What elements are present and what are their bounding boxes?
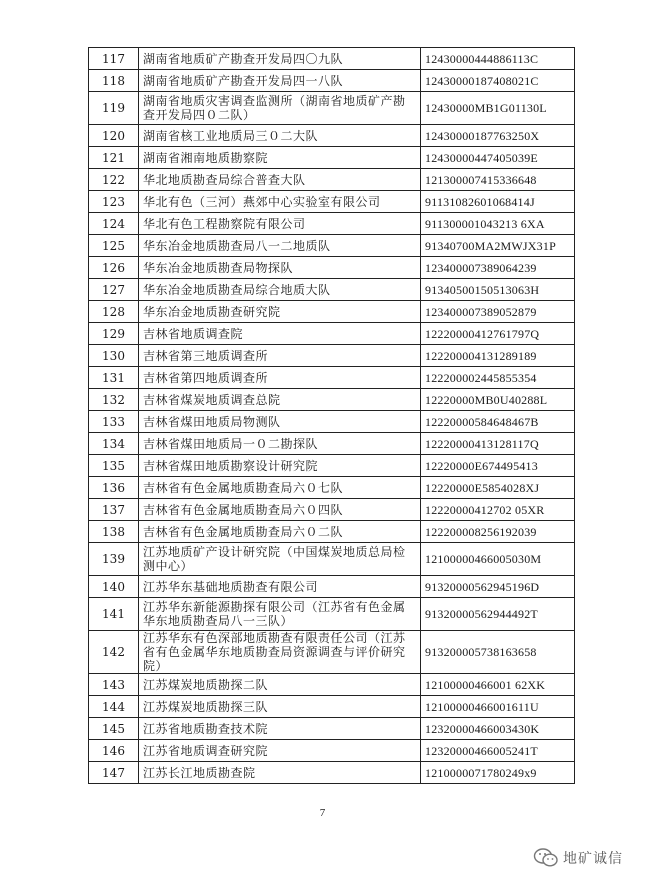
unit-name: 吉林省地质调查院 (139, 323, 421, 345)
table-row (89, 191, 575, 213)
credit-code: 91131082601068414J (421, 191, 575, 213)
credit-code: 12430000187408021C (421, 70, 575, 92)
table-row (89, 147, 575, 169)
unit-name: 湖南省地质灾害调查监测所（湖南省地质矿产勘查开发局四０二队） (139, 92, 421, 125)
row-number: 143 (89, 674, 139, 696)
row-number: 124 (89, 213, 139, 235)
table-row (89, 48, 575, 70)
unit-name: 吉林省有色金属地质勘查局六０七队 (139, 477, 421, 499)
table-row (89, 301, 575, 323)
unit-name: 江苏华东有色深部地质勘查有限责任公司（江苏省有色金属华东地质勘查局资源调查与评价研究院） (139, 631, 421, 674)
watermark (533, 847, 623, 869)
unit-name: 吉林省第三地质调查所 (139, 345, 421, 367)
table-row (89, 279, 575, 301)
unit-name: 湖南省湘南地质勘察院 (139, 147, 421, 169)
table-row (89, 455, 575, 477)
credit-code: 91340700MA2MWJX31P (421, 235, 575, 257)
credit-code: 12430000444886113C (421, 48, 575, 70)
credit-code: 12220000E5854028XJ (421, 477, 575, 499)
table-row (89, 718, 575, 740)
table-row (89, 740, 575, 762)
row-number: 140 (89, 576, 139, 598)
table-row (89, 576, 575, 598)
credit-code: 12220000E674495413 (421, 455, 575, 477)
table-row (89, 367, 575, 389)
unit-name: 吉林省煤田地质局物测队 (139, 411, 421, 433)
table-row (89, 257, 575, 279)
row-number: 139 (89, 543, 139, 576)
row-number: 135 (89, 455, 139, 477)
row-number: 128 (89, 301, 139, 323)
unit-name: 湖南省地质矿产勘查开发局四一八队 (139, 70, 421, 92)
credit-code: 91320000562944492T (421, 598, 575, 631)
credit-code: 122200008256192039 (421, 521, 575, 543)
credit-code: 12320000466005241T (421, 740, 575, 762)
unit-name: 江苏煤炭地质勘探二队 (139, 674, 421, 696)
credit-code: 91320000562945196D (421, 576, 575, 598)
row-number: 146 (89, 740, 139, 762)
credit-code: 913200005738163658 (421, 631, 575, 674)
unit-name: 吉林省煤田地质局一０二勘探队 (139, 433, 421, 455)
table-row (89, 631, 575, 674)
credit-code: 123400007389064239 (421, 257, 575, 279)
unit-name: 江苏煤炭地质勘探三队 (139, 696, 421, 718)
row-number: 120 (89, 125, 139, 147)
credit-code: 121300007415336648 (421, 169, 575, 191)
unit-name: 吉林省第四地质调查所 (139, 367, 421, 389)
unit-name: 江苏地质矿产设计研究院（中国煤炭地质总局检测中心） (139, 543, 421, 576)
row-number: 137 (89, 499, 139, 521)
row-number: 131 (89, 367, 139, 389)
table-row (89, 433, 575, 455)
table-row (89, 323, 575, 345)
credit-code: 12430000447405039E (421, 147, 575, 169)
unit-name: 华北地质勘查局综合普查大队 (139, 169, 421, 191)
table-row (89, 411, 575, 433)
credit-code: 12220000584648467B (421, 411, 575, 433)
table-row (89, 70, 575, 92)
credit-code: 123400007389052879 (421, 301, 575, 323)
row-number: 134 (89, 433, 139, 455)
unit-name: 江苏华东基础地质勘查有限公司 (139, 576, 421, 598)
table-row (89, 235, 575, 257)
unit-name: 华东冶金地质勘查局综合地质大队 (139, 279, 421, 301)
credit-code: 12220000413128117Q (421, 433, 575, 455)
credit-code: 911300001043213 6XA (421, 213, 575, 235)
unit-name: 江苏省地质调查研究院 (139, 740, 421, 762)
table-row (89, 543, 575, 576)
row-number: 130 (89, 345, 139, 367)
unit-name: 湖南省核工业地质局三０二大队 (139, 125, 421, 147)
credit-code: 12430000187763250X (421, 125, 575, 147)
row-number: 136 (89, 477, 139, 499)
row-number: 125 (89, 235, 139, 257)
table-row (89, 92, 575, 125)
table-row (89, 696, 575, 718)
row-number: 142 (89, 631, 139, 674)
row-number: 117 (89, 48, 139, 70)
credit-code: 91340500150513063H (421, 279, 575, 301)
credit-code: 122200002445855354 (421, 367, 575, 389)
watermark-text: 地矿诚信 (563, 851, 623, 867)
unit-name: 湖南省地质矿产勘查开发局四〇九队 (139, 48, 421, 70)
table-row (89, 499, 575, 521)
row-number: 147 (89, 762, 139, 784)
page-number: 7 (319, 807, 326, 819)
table-row (89, 169, 575, 191)
unit-name: 江苏省地质勘查技术院 (139, 718, 421, 740)
wechat-icon (533, 847, 559, 869)
table-row (89, 125, 575, 147)
unit-name: 华东冶金地质勘查局物探队 (139, 257, 421, 279)
row-number: 121 (89, 147, 139, 169)
table-row (89, 521, 575, 543)
credit-code: 12220000MB0U40288L (421, 389, 575, 411)
row-number: 129 (89, 323, 139, 345)
credit-code: 12320000466003430K (421, 718, 575, 740)
credit-code: 12100000466001611U (421, 696, 575, 718)
unit-name: 江苏华东新能源勘探有限公司（江苏省有色金属华东地质勘查局八一三队） (139, 598, 421, 631)
row-number: 145 (89, 718, 139, 740)
credit-code: 12220000412761797Q (421, 323, 575, 345)
row-number: 122 (89, 169, 139, 191)
table-row (89, 477, 575, 499)
row-number: 144 (89, 696, 139, 718)
row-number: 123 (89, 191, 139, 213)
credit-code: 12100000466005030M (421, 543, 575, 576)
row-number: 138 (89, 521, 139, 543)
row-number: 118 (89, 70, 139, 92)
credit-code: 12220000412702 05XR (421, 499, 575, 521)
table-row (89, 674, 575, 696)
credit-code: 12430000MB1G01130L (421, 92, 575, 125)
table-row (89, 762, 575, 784)
unit-name: 吉林省煤田地质勘察设计研究院 (139, 455, 421, 477)
row-number: 127 (89, 279, 139, 301)
credit-code: 1210000071780249x9 (421, 762, 575, 784)
table-row (89, 213, 575, 235)
table-row (89, 598, 575, 631)
row-number: 126 (89, 257, 139, 279)
unit-name: 吉林省有色金属地质勘查局六０四队 (139, 499, 421, 521)
unit-name: 华东冶金地质勘查局八一二地质队 (139, 235, 421, 257)
unit-name: 华东冶金地质勘查研究院 (139, 301, 421, 323)
credit-code: 122200004131289189 (421, 345, 575, 367)
unit-name: 江苏长江地质勘查院 (139, 762, 421, 784)
credit-code: 12100000466001 62XK (421, 674, 575, 696)
unit-name: 华北有色（三河）燕郊中心实验室有限公司 (139, 191, 421, 213)
row-number: 141 (89, 598, 139, 631)
unit-name: 吉林省煤炭地质调查总院 (139, 389, 421, 411)
table-row (89, 389, 575, 411)
unit-registry-table (88, 47, 575, 784)
row-number: 133 (89, 411, 139, 433)
unit-name: 吉林省有色金属地质勘查局六０二队 (139, 521, 421, 543)
unit-name: 华北有色工程勘察院有限公司 (139, 213, 421, 235)
row-number: 132 (89, 389, 139, 411)
table-row (89, 345, 575, 367)
row-number: 119 (89, 92, 139, 125)
